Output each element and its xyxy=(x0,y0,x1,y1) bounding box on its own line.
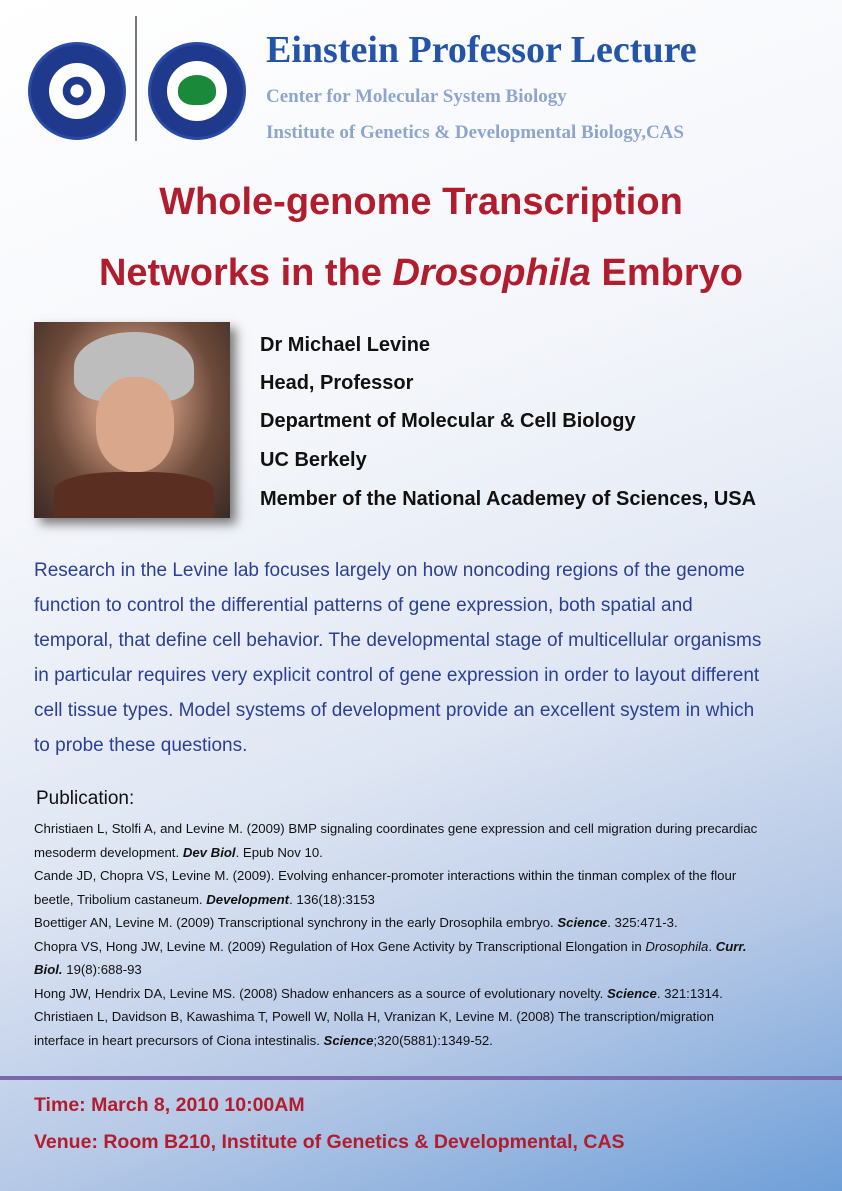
institute-logo xyxy=(148,42,246,140)
institute-name: Institute of Genetics & Developmental Biology,CAS xyxy=(266,122,684,143)
publication-list xyxy=(34,817,824,1052)
publication-item: Hong JW, Hendrix DA, Levine MS. (2008) Shadow enhancers as a source of evolutionary novelty. Science. 321:1314. xyxy=(34,985,723,1001)
speaker-position: Head, Professor xyxy=(260,372,414,394)
speaker-university: UC Berkely xyxy=(260,449,367,471)
event-venue: Venue: Room B210, Institute of Genetics & Developmental, CAS xyxy=(34,1131,625,1153)
cas-logo xyxy=(28,42,126,140)
publication-item: Boettiger AN, Levine M. (2009) Transcriptional synchrony in the early Drosophila embryo. Science. 325:471-3. xyxy=(34,915,678,930)
publication-item: Christiaen L, Stolfi A, and Levine M. (2009) BMP signaling coordinates gene expression and cell migration during precardiac xyxy=(34,821,758,836)
publication-item: Christiaen L, Davidson B, Kawashima T, Powell W, Nolla H, Vranizan K, Levine M. (2008) The transcription/migration xyxy=(34,1009,714,1024)
publication-item: beetle, Tribolium castaneum. Development. 136(18):3153 xyxy=(34,891,375,907)
footer-divider xyxy=(0,1076,842,1080)
publication-item: mesoderm development. Dev Biol. Epub Nov 10. xyxy=(34,844,323,860)
publication-heading: Publication: xyxy=(36,788,135,809)
publication-item: Cande JD, Chopra VS, Levine M. (2009). Evolving enhancer-promoter interactions within the tinman complex of the flour xyxy=(34,868,737,883)
publication-item: Chopra VS, Hong JW, Levine M. (2009) Regulation of Hox Gene Activity by Transcriptional Elongation in Drosophila. Curr. xyxy=(34,938,747,954)
speaker-name: Dr Michael Levine xyxy=(260,334,431,356)
header-divider xyxy=(135,16,137,141)
talk-title-line2: Networks in the Drosophila Embryo xyxy=(98,252,743,294)
lecture-series-title: Einstein Professor Lecture xyxy=(266,29,697,71)
publication-item: interface in heart precursors of Ciona intestinalis. Science;320(5881):1349-52. xyxy=(34,1032,493,1048)
talk-title-line1: Whole-genome Transcription xyxy=(159,181,683,223)
speaker-department: Department of Molecular & Cell Biology xyxy=(260,410,636,432)
center-name: Center for Molecular System Biology xyxy=(266,86,567,107)
speaker-membership: Member of the National Academey of Sciences, USA xyxy=(260,488,757,510)
abstract: Research in the Levine lab focuses largely on how noncoding regions of the genome function to control the differential patterns of gene expression, both spatial and temporal, that define cell behavior. The developmental stage of multicellular organisms in particular requires very explicit control of gene expression in order to layout different cell tissue types. Model systems of development provide an excellent system in which to probe these questions. xyxy=(34,560,762,756)
publication-item: Biol. 19(8):688-93 xyxy=(34,962,142,977)
event-time: Time: March 8, 2010 10:00AM xyxy=(34,1094,305,1116)
speaker-photo xyxy=(34,322,230,518)
